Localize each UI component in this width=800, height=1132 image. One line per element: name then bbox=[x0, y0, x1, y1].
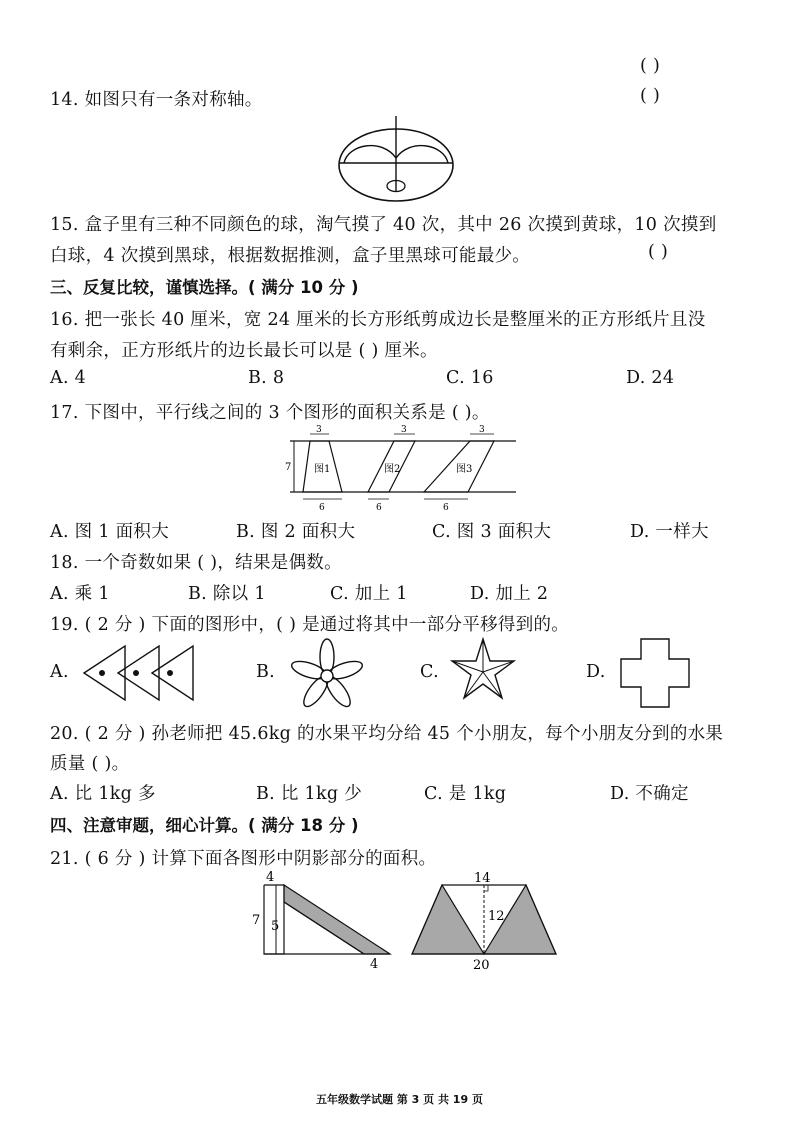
q17-top-dim-1: 3 bbox=[316, 425, 322, 435]
fig2-top-label: 14 bbox=[474, 871, 491, 886]
q20-option-d: D. 不确定 bbox=[610, 784, 689, 804]
q16-option-c: C. 16 bbox=[446, 368, 494, 388]
q21-figure-2 bbox=[404, 868, 564, 974]
answer-blank-15: ( ) bbox=[648, 242, 669, 262]
q17-option-d: D. 一样大 bbox=[630, 522, 709, 542]
q17-option-b: B. 图 2 面积大 bbox=[236, 522, 356, 542]
question-20-line2: 质量 ( )。 bbox=[50, 754, 130, 774]
page-footer: 五年级数学试题 第 3 页 共 19 页 bbox=[316, 1093, 483, 1106]
question-20-line1: 20. ( 2 分 ) 孙老师把 45.6kg 的水果平均分给 45 个小朋友，每个小朋友分到的水果 bbox=[50, 724, 724, 744]
q17-option-c: C. 图 3 面积大 bbox=[432, 522, 552, 542]
question-14: 14. 如图只有一条对称轴。 bbox=[50, 90, 263, 110]
q17-fig1-label: 图1 bbox=[314, 464, 331, 475]
q19-option-a: A. bbox=[50, 662, 69, 682]
q18-option-c: C. 加上 1 bbox=[330, 584, 408, 604]
fig2-height-label: 12 bbox=[488, 909, 505, 924]
question-15-line1: 15. 盒子里有三种不同颜色的球，淘气摸了 40 次，其中 26 次摸到黄球，10 次摸到 bbox=[50, 215, 717, 235]
q19-star-figure bbox=[448, 636, 518, 706]
q18-option-d: D. 加上 2 bbox=[470, 584, 549, 604]
answer-blank-13: ( ) bbox=[640, 56, 661, 76]
question-19: 19. ( 2 分 ) 下面的图形中，( ) 是通过将其中一部分平移得到的。 bbox=[50, 615, 570, 635]
q17-height-label: 7 bbox=[285, 462, 292, 473]
q17-base-dim-3: 6 bbox=[443, 503, 449, 513]
q17-fig2-label: 图2 bbox=[384, 464, 401, 475]
question-16-line2: 有剩余，正方形纸片的边长最长可以是 ( ) 厘米。 bbox=[50, 341, 438, 361]
fig2-bottom-label: 20 bbox=[473, 958, 490, 973]
q18-option-a: A. 乘 1 bbox=[50, 584, 110, 604]
fig1-bottom-label: 4 bbox=[370, 957, 379, 972]
q21-figure-1 bbox=[246, 868, 396, 974]
q17-fig3-label: 图3 bbox=[456, 464, 473, 475]
q19-option-d: D. bbox=[586, 662, 606, 682]
section-4-heading: 四、注意审题，细心计算。( 满分 18 分 ) bbox=[50, 816, 359, 835]
q17-base-dim-1: 6 bbox=[319, 503, 325, 513]
q17-option-a: A. 图 1 面积大 bbox=[50, 522, 170, 542]
question-15-line2: 白球，4 次摸到黑球，根据数据推测，盒子里黑球可能最少。 bbox=[50, 246, 531, 266]
q20-option-c: C. 是 1kg bbox=[424, 784, 507, 804]
q16-option-d: D. 24 bbox=[626, 368, 675, 388]
q17-figure bbox=[280, 424, 520, 516]
question-16-line1: 16. 把一张长 40 厘米，宽 24 厘米的长方形纸剪成边长是整厘米的正方形纸片且没 bbox=[50, 310, 706, 330]
q17-base-dim-2: 6 bbox=[376, 503, 382, 513]
q16-option-a: A. 4 bbox=[50, 368, 87, 388]
q19-option-c: C. bbox=[420, 662, 439, 682]
q19-flower-figure bbox=[284, 636, 370, 712]
q17-top-dim-3: 3 bbox=[479, 425, 485, 435]
q17-top-dim-2: 3 bbox=[401, 425, 407, 435]
q20-option-a: A. 比 1kg 多 bbox=[50, 784, 156, 804]
question-18: 18. 一个奇数如果 ( )，结果是偶数。 bbox=[50, 553, 342, 573]
q19-arrow-triangles-figure bbox=[80, 642, 200, 704]
q16-option-b: B. 8 bbox=[248, 368, 285, 388]
answer-blank-14: ( ) bbox=[640, 86, 661, 106]
fig1-left-label: 7 bbox=[252, 913, 261, 928]
q20-option-b: B. 比 1kg 少 bbox=[256, 784, 363, 804]
question-21: 21. ( 6 分 ) 计算下面各图形中阴影部分的面积。 bbox=[50, 849, 437, 869]
fig1-top-label: 4 bbox=[266, 870, 275, 885]
section-3-heading: 三、反复比较，谨慎选择。( 满分 10 分 ) bbox=[50, 278, 359, 297]
q18-option-b: B. 除以 1 bbox=[188, 584, 266, 604]
question-17: 17. 下图中，平行线之间的 3 个图形的面积关系是 ( )。 bbox=[50, 403, 490, 423]
q19-cross-figure bbox=[618, 636, 692, 710]
q19-option-b: B. bbox=[256, 662, 276, 682]
q14-figure bbox=[330, 116, 470, 206]
fig1-inner-label: 5 bbox=[271, 919, 280, 934]
